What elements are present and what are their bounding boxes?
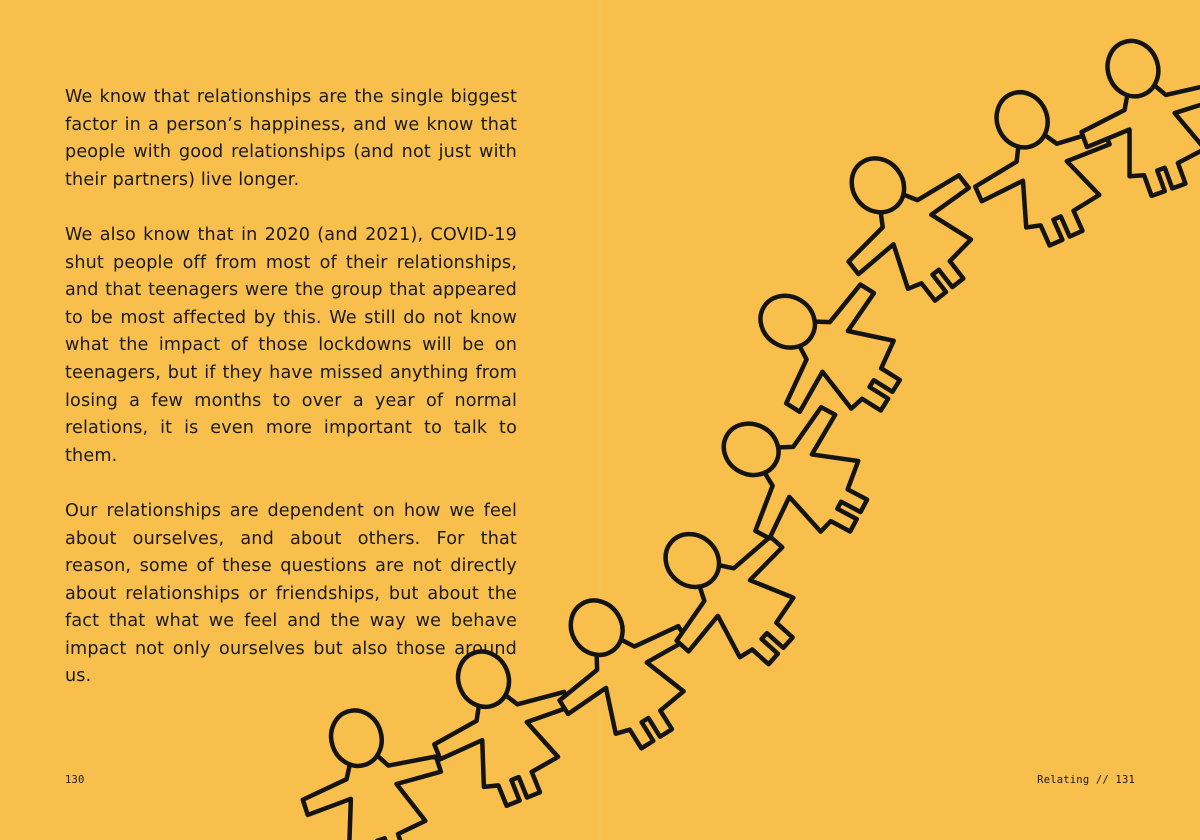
- paragraph-1: We know that relationships are the single biggest factor in a person’s happiness, and we know that people with good relationships (and not just with their partners) live longer.: [65, 87, 517, 190]
- doll-chain: [281, 18, 1200, 840]
- page-number-left: 130: [65, 774, 85, 786]
- running-footer-right: Relating // 131: [1037, 774, 1135, 786]
- paragraph-3: Our relationships are dependent on how we feel about ourselves, and about others. For that reason, some of these questions are not directly about relationships or friendships, but about the fact that what we feel and the way we behave impact not only ourselves but also those around us.: [65, 500, 517, 687]
- paragraph-2: We also know that in 2020 (and 2021), COVID-19 shut people off from most of their relationships, and that teenagers were the group that appeared to be most affected by this. We still do not know what the impact of those lockdowns will be on teenagers, but if they have missed anything from losing a few months to over a year of normal relations, it is even more important to talk to them.: [65, 224, 517, 466]
